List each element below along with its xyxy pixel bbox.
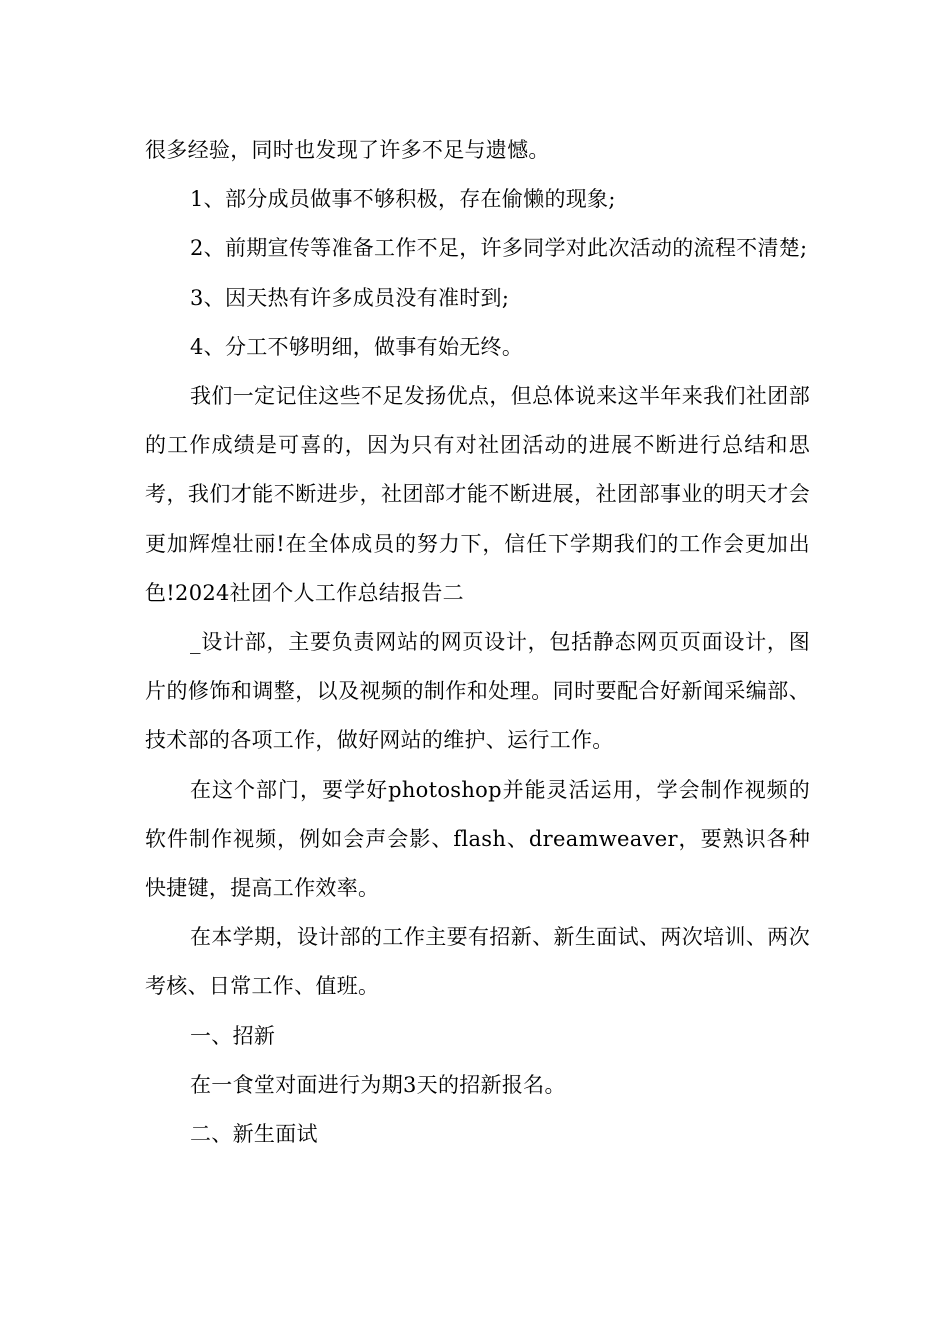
section-heading-recruit: 一、招新 [190,1023,276,1048]
list-item-4: 4、分工不够明细，做事有始无终。 [190,334,524,359]
summary-paragraph: 我们一定记住这些不足发扬优点，但总体说来这半年来我们社团部的工作成绩是可喜的，因为只有对社团活动的进展不断进行总结和思考，我们才能不断进步，社团部才能不断进展，社团部事业的明天才会更加辉煌壮丽!在全体成员的努力下，信任下学期我们的工作会更加出色!2024社团个人工作总结报告二 [145,384,810,605]
list-item-1: 1、部分成员做事不够积极，存在偷懒的现象; [190,187,616,212]
recruit-paragraph: 在一食堂对面进行为期3天的招新报名。 [190,1072,566,1097]
skills-paragraph: 在这个部门，要学好photoshop并能灵活运用，学会制作视频的软件制作视频，例如会声会影、flash、dreamweaver，要熟识各种快捷键，提高工作效率。 [145,777,810,901]
semester-work-paragraph: 在本学期，设计部的工作主要有招新、新生面试、两次培训、两次考核、日常工作、值班。 [145,925,810,999]
list-item-3: 3、因天热有许多成员没有准时到; [190,285,510,310]
design-dept-paragraph: _设计部，主要负责网站的网页设计，包括静态网页页面设计，图片的修饰和调整，以及视频的制作和处理。同时要配合好新闻采编部、技术部的各项工作，做好网站的维护、运行工作。 [145,630,810,753]
document-body [145,126,810,1159]
section-heading-interview: 二、新生面试 [190,1122,318,1147]
list-item-2: 2、前期宣传等准备工作不足，许多同学对此次活动的流程不清楚; [190,236,808,261]
paragraph-continuation: 很多经验，同时也发现了许多不足与遗憾。 [145,138,550,162]
